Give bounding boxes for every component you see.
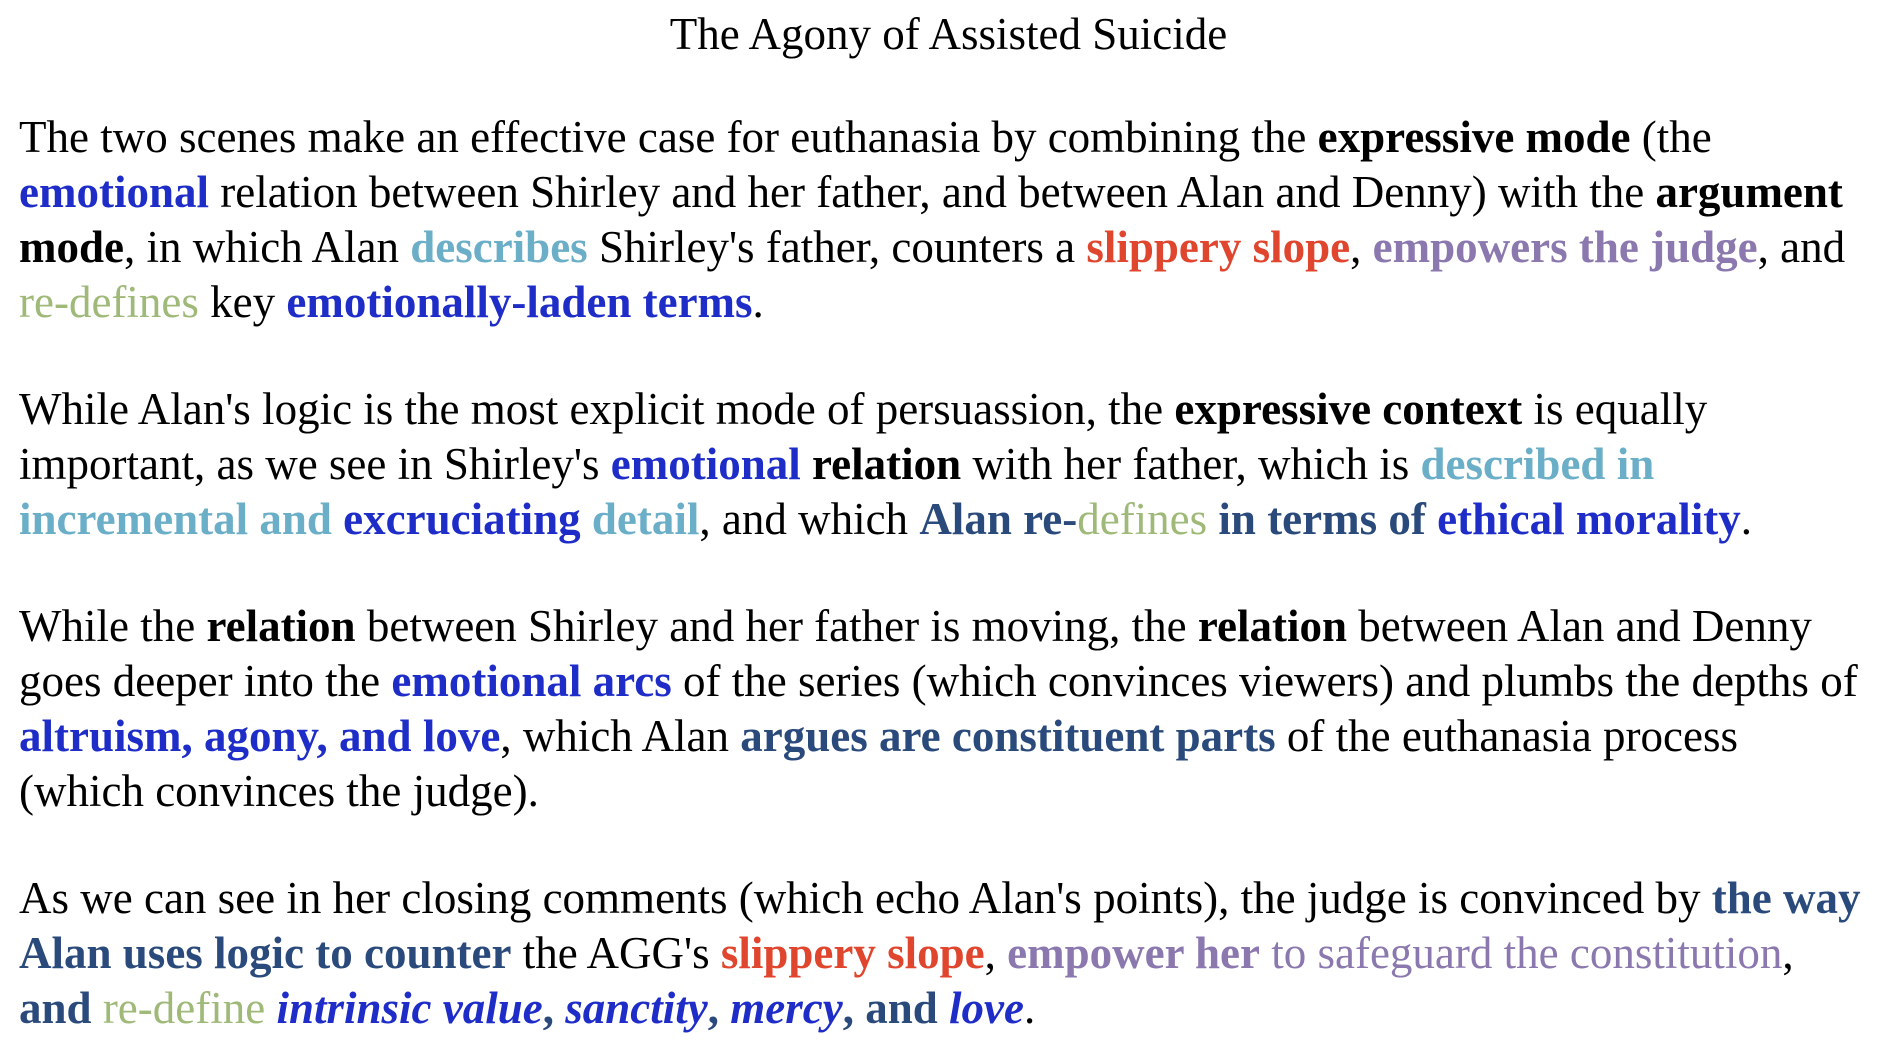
paragraph-4 — [19, 871, 1868, 1036]
text-segment: , — [1782, 928, 1794, 978]
text-segment: described in incremental and — [19, 439, 1655, 544]
text-segment: excruciating — [343, 494, 581, 544]
text-segment: in terms of — [1207, 494, 1438, 544]
text-segment: expressive context — [1174, 384, 1523, 434]
text-segment: , — [1350, 222, 1373, 272]
text-segment: slippery slope — [720, 928, 985, 978]
text-segment: to safeguard the constitution — [1259, 928, 1783, 978]
text-segment: , which Alan — [500, 711, 741, 761]
text-segment: love — [949, 983, 1024, 1033]
text-segment: re-define — [102, 983, 266, 1033]
text-segment: emotional arcs — [391, 656, 672, 706]
text-segment: , in which Alan — [124, 222, 411, 272]
text-segment: As we can see in her closing comments (which echo Alan's points), the judge is convinced by — [19, 873, 1712, 923]
text-segment: of the series (which convinces viewers) and plumbs the depths of — [671, 656, 1858, 706]
text-segment: key — [198, 277, 287, 327]
text-segment: relation between Shirley and her father, and between Alan and Denny) with the — [208, 167, 1656, 217]
text-segment: intrinsic value — [276, 983, 543, 1033]
text-segment: relation — [811, 439, 962, 489]
text-segment: emotional — [19, 167, 209, 217]
text-segment: , and — [842, 983, 949, 1033]
text-segment: mercy — [730, 983, 843, 1033]
text-segment: The two scenes make an effective case for euthanasia by combining the — [19, 112, 1318, 162]
text-segment — [265, 983, 276, 1033]
text-segment: with her father, which is — [961, 439, 1421, 489]
text-segment: . — [1740, 494, 1753, 544]
text-segment: While the — [19, 601, 207, 651]
text-segment — [801, 439, 812, 489]
text-segment: argues are constituent parts — [740, 711, 1276, 761]
text-segment: emotionally-laden terms — [286, 277, 753, 327]
text-segment — [92, 983, 103, 1033]
text-segment: describes — [410, 222, 588, 272]
text-segment: sanctity — [565, 983, 708, 1033]
text-segment: defines — [1077, 494, 1208, 544]
text-segment: empowers the judge — [1372, 222, 1758, 272]
text-segment: , — [707, 983, 731, 1033]
text-segment: is equally important, as we see in Shirley's — [19, 384, 1708, 489]
text-segment: , and which — [699, 494, 920, 544]
paragraph-2 — [19, 382, 1868, 547]
text-segment: . — [1023, 983, 1036, 1033]
text-segment: slippery slope — [1086, 222, 1351, 272]
text-segment: . — [752, 277, 764, 327]
text-segment: (the — [1630, 112, 1712, 162]
text-segment: of the euthanasia process (which convinces the judge). — [19, 711, 1738, 816]
text-segment: emotional — [610, 439, 801, 489]
text-segment: empower her — [1007, 928, 1260, 978]
text-segment: , — [984, 928, 1008, 978]
text-segment: and — [19, 983, 92, 1033]
text-segment: relation — [206, 601, 356, 651]
text-segment: the way Alan uses logic to counter — [19, 873, 1861, 978]
text-segment: relation — [1197, 601, 1348, 651]
paragraph-1 — [19, 110, 1868, 330]
text-segment: Alan re- — [919, 494, 1078, 544]
text-segment: altruism, agony, and love — [19, 711, 501, 761]
text-segment: ethical morality — [1437, 494, 1741, 544]
text-segment: Shirley's father, counters a — [587, 222, 1087, 272]
text-segment: While Alan's logic is the most explicit mode of persuassion, the — [19, 384, 1175, 434]
text-segment: re-defines — [19, 277, 199, 327]
text-segment: detail — [580, 494, 700, 544]
text-segment: between Alan and Denny goes deeper into the — [19, 601, 1812, 706]
text-segment: argument mode — [19, 167, 1843, 272]
text-segment: , — [542, 983, 566, 1033]
paragraph-3 — [19, 599, 1868, 819]
text-segment: expressive mode — [1317, 112, 1631, 162]
text-segment: , and — [1757, 222, 1846, 272]
text-segment: the AGG's — [511, 928, 721, 978]
document-title: The Agony of Assisted Suicide — [669, 9, 1228, 59]
text-segment: between Shirley and her father is moving, the — [355, 601, 1198, 651]
